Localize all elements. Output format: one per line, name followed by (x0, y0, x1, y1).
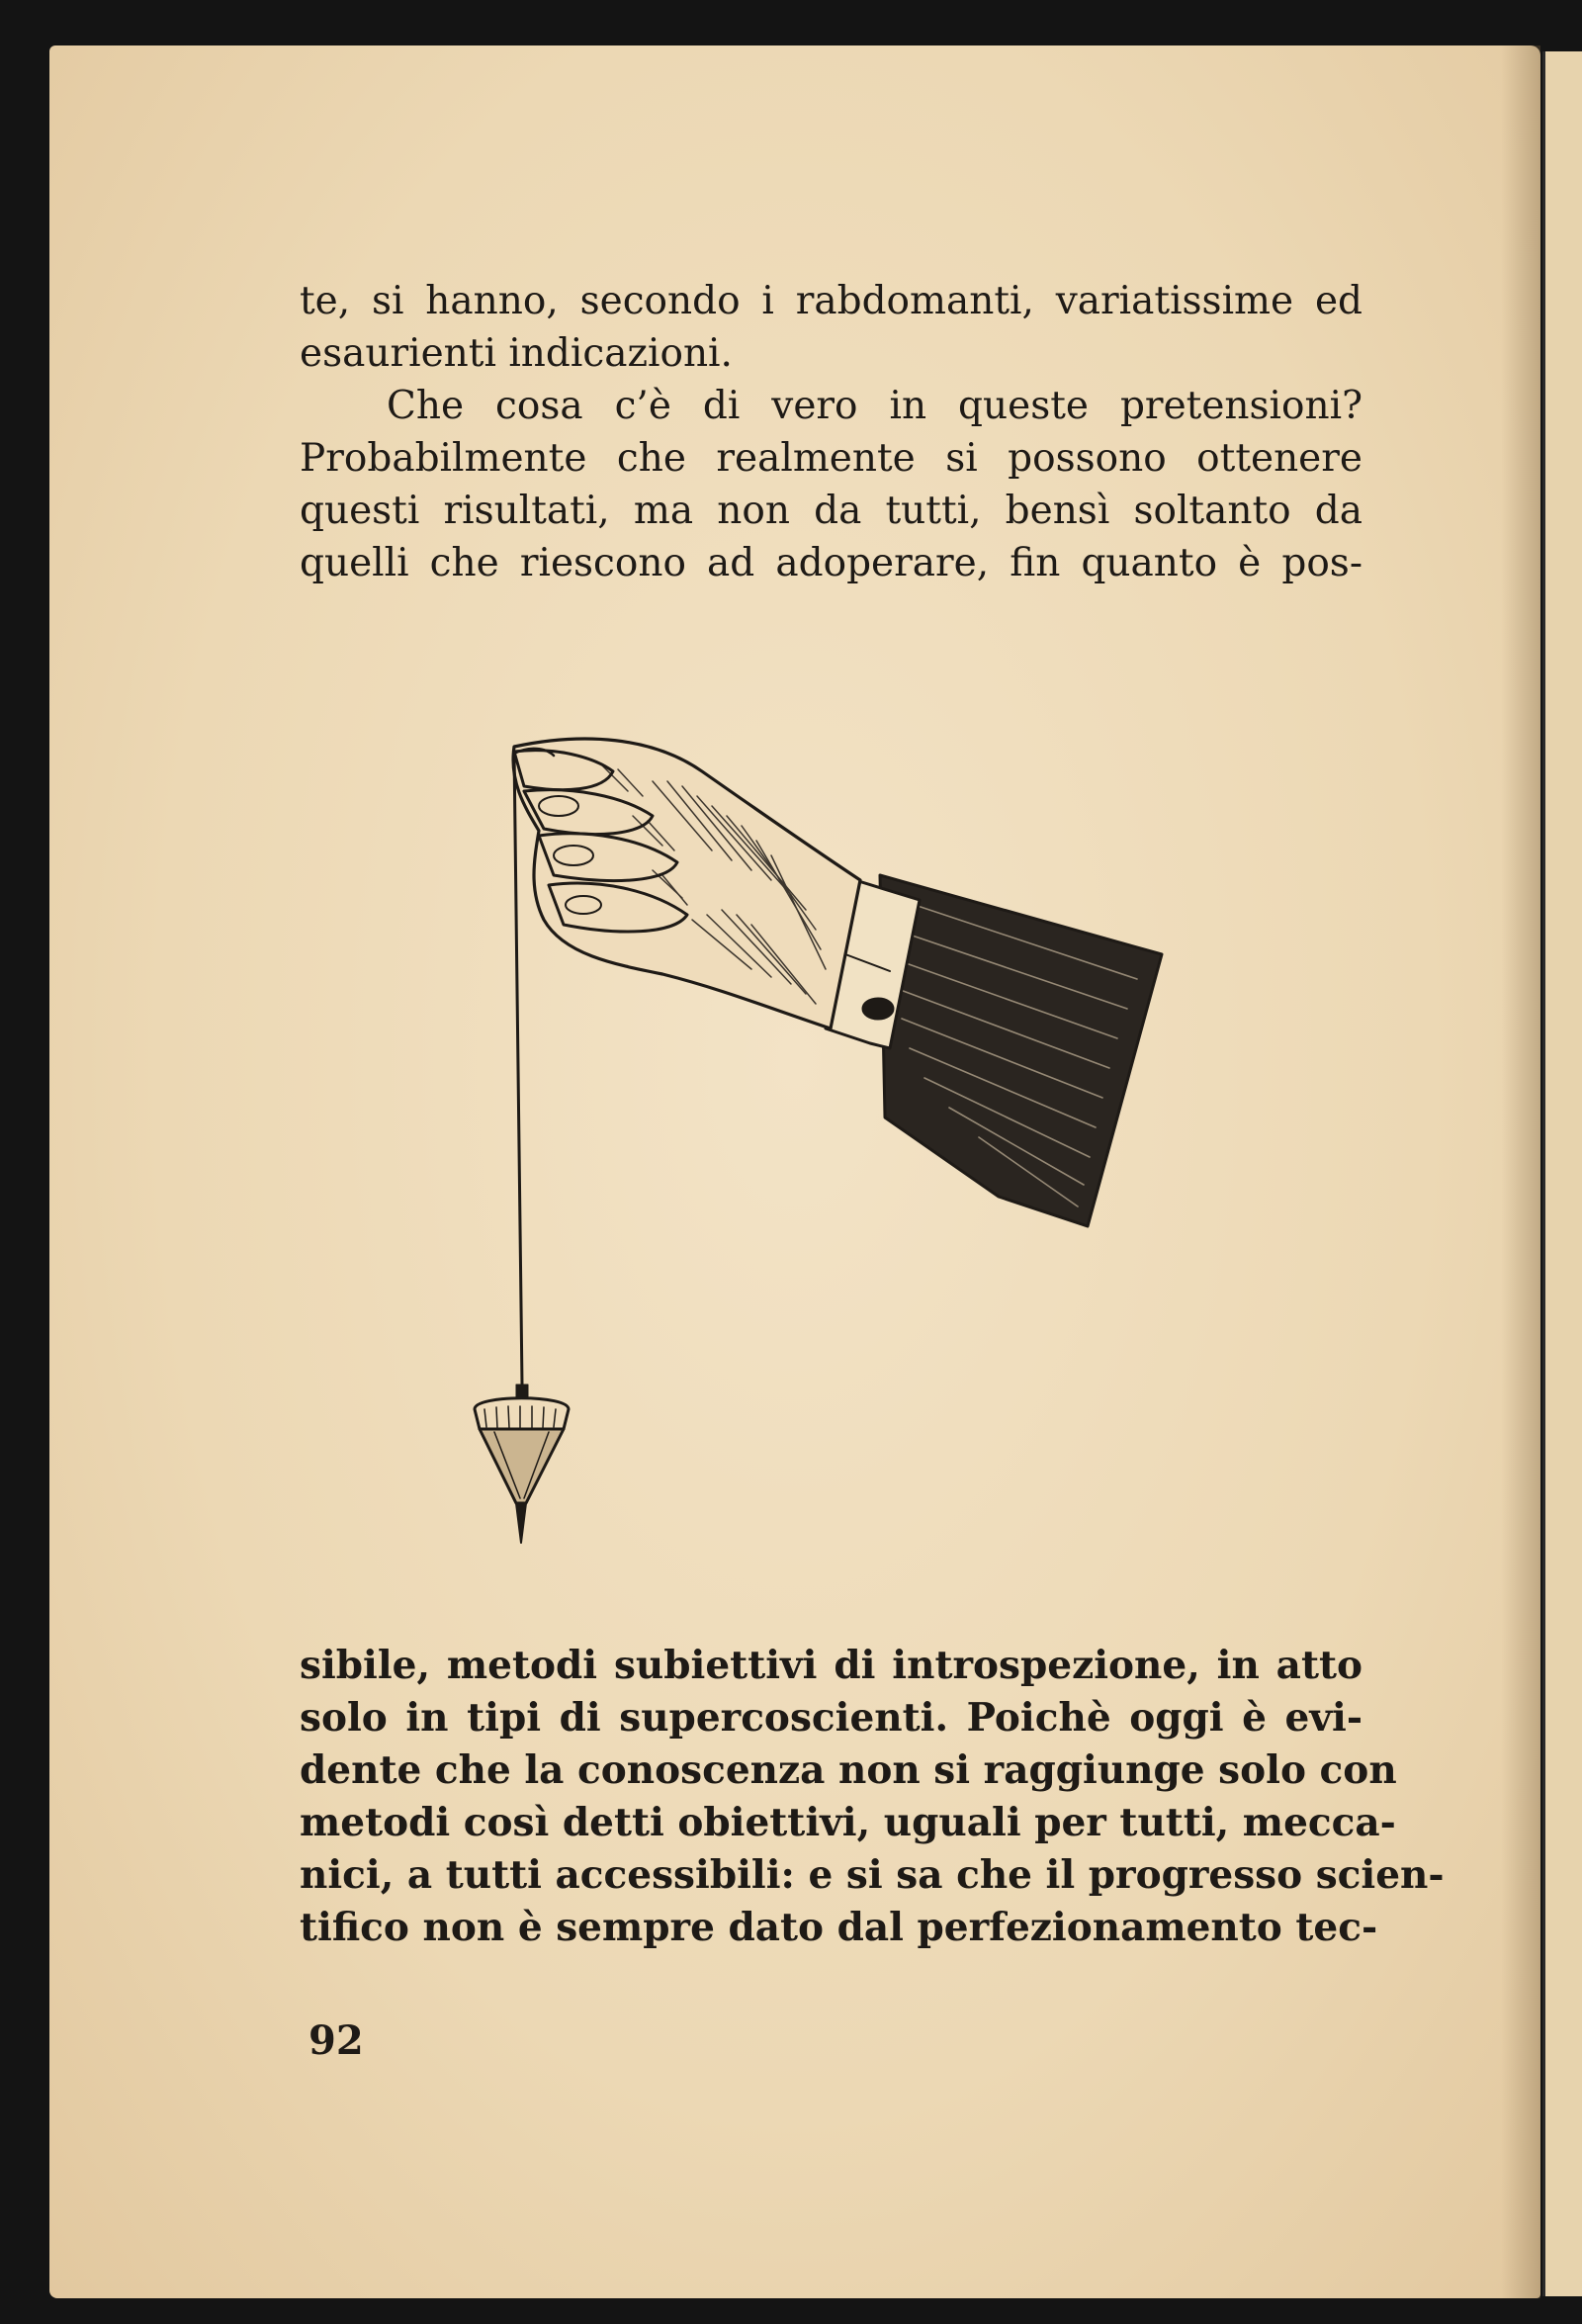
text-line: Che cosa c’è di vero in queste pretensioni? (387, 384, 1362, 428)
text-line: tifico non è sempre dato dal perfezionamento tec- (300, 1905, 1378, 1950)
text-line: esaurienti indicazioni. (300, 331, 733, 376)
text-line: quelli che riescono ad adoperare, fin quanto è pos- (300, 541, 1362, 585)
text-line: metodi così detti obiettivi, uguali per tutti, mecca- (300, 1800, 1396, 1845)
text-line: Probabilmente che realmente si possono ottenere (300, 436, 1362, 481)
text-line: questi risultati, ma non da tutti, bensì soltanto da (300, 489, 1362, 533)
text-line: dente che la conoscenza non si raggiunge solo con (300, 1747, 1397, 1793)
top-paragraph-block (300, 275, 1362, 589)
text-line: te, si hanno, secondo i rabdomanti, variatissime ed (300, 279, 1362, 323)
text-line: nici, a tutti accessibili: e si sa che il progresso scien- (300, 1852, 1445, 1898)
text-line: sibile, metodi subiettivi di introspezione, in atto (300, 1643, 1362, 1688)
page-number: 92 (308, 2017, 364, 2064)
page-edge-shadow (1501, 45, 1540, 2298)
hand-drawing (475, 712, 1162, 1543)
pendulum-hand-illustration (455, 712, 1167, 1553)
next-page-edge (1542, 51, 1582, 2296)
text-line: solo in tipi di supercoscienti. Poichè oggi è evi- (300, 1695, 1362, 1741)
bottom-paragraph-block (300, 1640, 1445, 1954)
